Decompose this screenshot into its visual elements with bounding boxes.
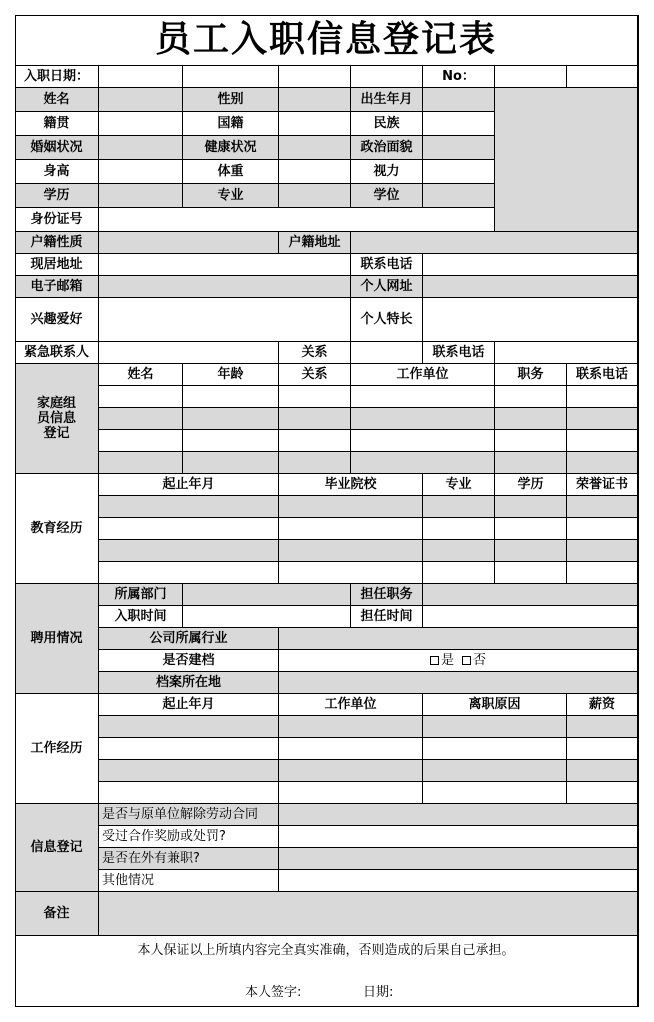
- education-row-cell[interactable]: [567, 562, 638, 584]
- family-row-cell[interactable]: [279, 452, 351, 474]
- nationality-field[interactable]: [279, 112, 351, 136]
- archived-no-option[interactable]: [462, 653, 486, 668]
- education-row-cell[interactable]: [495, 562, 567, 584]
- education-row-cell[interactable]: [279, 518, 423, 540]
- remarks-label: 备注: [15, 892, 99, 936]
- registration-form: [15, 15, 638, 1007]
- industry-field[interactable]: [279, 628, 638, 650]
- work-row-cell[interactable]: [99, 716, 279, 738]
- info-q4-label: 其他情况: [99, 870, 279, 892]
- archived-options: [279, 650, 638, 672]
- hobbies-label: 兴趣爱好: [15, 298, 99, 342]
- entry-time-label: 入职时间: [99, 606, 183, 628]
- gender-field[interactable]: [279, 88, 351, 112]
- ethnicity-label: 民族: [351, 112, 423, 136]
- work-row-cell[interactable]: [423, 782, 567, 804]
- department-label: 所属部门: [99, 584, 183, 606]
- family-row-cell[interactable]: [567, 430, 638, 452]
- edu-col-honors: 荣誉证书: [567, 474, 638, 496]
- height-label: 身高: [15, 160, 99, 184]
- family-row-cell[interactable]: [99, 452, 183, 474]
- weight-label: 体重: [183, 160, 279, 184]
- family-row-cell[interactable]: [183, 430, 279, 452]
- family-row-cell[interactable]: [495, 430, 567, 452]
- marital-field[interactable]: [99, 136, 183, 160]
- position-label: 担任职务: [351, 584, 423, 606]
- statement: 本人保证以上所填内容完全真实准确，否则造成的后果自己承担。: [15, 936, 638, 964]
- native-place-label: 籍贯: [15, 112, 99, 136]
- work-section-label: 工作经历: [15, 694, 99, 804]
- education-row-cell[interactable]: [99, 496, 279, 518]
- household-type-field[interactable]: [99, 232, 279, 254]
- family-row-cell[interactable]: [279, 408, 351, 430]
- work-col-reason: 离职原因: [423, 694, 567, 716]
- work-col-period: 起止年月: [99, 694, 279, 716]
- work-row-cell[interactable]: [423, 760, 567, 782]
- employment-section-label: 聘用情况: [15, 584, 99, 694]
- political-field[interactable]: [423, 136, 495, 160]
- family-row-cell[interactable]: [183, 408, 279, 430]
- family-col-age: 年龄: [183, 364, 279, 386]
- work-row-cell[interactable]: [567, 760, 638, 782]
- specialty-field[interactable]: [423, 298, 638, 342]
- family-row-cell[interactable]: [495, 452, 567, 474]
- family-row-cell[interactable]: [99, 386, 183, 408]
- entry-date-field[interactable]: [99, 66, 183, 88]
- education-row-cell[interactable]: [99, 518, 279, 540]
- work-row-cell[interactable]: [423, 738, 567, 760]
- education-label: 学历: [15, 184, 99, 208]
- signature-label: 本人签字:: [245, 985, 302, 1000]
- education-row-cell[interactable]: [567, 518, 638, 540]
- entry-date-label: 入职日期：: [15, 66, 99, 88]
- info-q3-field[interactable]: [279, 848, 638, 870]
- edu-col-degree: 学历: [495, 474, 567, 496]
- edu-col-school: 毕业院校: [279, 474, 423, 496]
- hobbies-field[interactable]: [99, 298, 351, 342]
- birth-field[interactable]: [423, 88, 495, 112]
- position-time-field[interactable]: [423, 606, 638, 628]
- vision-field[interactable]: [423, 160, 495, 184]
- no-label: No：: [423, 66, 495, 88]
- website-field[interactable]: [423, 276, 638, 298]
- position-time-label: 担任时间: [351, 606, 423, 628]
- archive-location-field[interactable]: [279, 672, 638, 694]
- work-row-cell[interactable]: [279, 782, 423, 804]
- work-row-cell[interactable]: [99, 760, 279, 782]
- family-row-cell[interactable]: [183, 452, 279, 474]
- family-row-cell[interactable]: [351, 430, 495, 452]
- family-row-cell[interactable]: [99, 430, 183, 452]
- work-row-cell[interactable]: [279, 760, 423, 782]
- education-row-cell[interactable]: [423, 518, 495, 540]
- education-field[interactable]: [99, 184, 183, 208]
- family-col-phone: 联系电话: [567, 364, 638, 386]
- department-field[interactable]: [183, 584, 351, 606]
- gender-label: 性别: [183, 88, 279, 112]
- education-row-cell[interactable]: [423, 496, 495, 518]
- work-row-cell[interactable]: [423, 716, 567, 738]
- checkbox-icon[interactable]: [430, 656, 439, 665]
- degree-field[interactable]: [423, 184, 495, 208]
- info-q4-field[interactable]: [279, 870, 638, 892]
- family-section-label: [15, 364, 99, 474]
- work-row-cell[interactable]: [567, 716, 638, 738]
- family-section-text: 家庭组员信息登记: [36, 396, 76, 441]
- education-row-cell[interactable]: [495, 540, 567, 562]
- family-col-relation: 关系: [279, 364, 351, 386]
- family-row-cell[interactable]: [351, 386, 495, 408]
- info-q1-field[interactable]: [279, 804, 638, 826]
- education-row-cell[interactable]: [495, 518, 567, 540]
- household-address-label: 户籍地址: [279, 232, 351, 254]
- native-place-field[interactable]: [99, 112, 183, 136]
- nationality-label: 国籍: [183, 112, 279, 136]
- date-label: 日期:: [363, 985, 394, 1000]
- emergency-phone-label: 联系电话: [423, 342, 495, 364]
- family-col-name: 姓名: [99, 364, 183, 386]
- family-row-cell[interactable]: [495, 408, 567, 430]
- health-field[interactable]: [279, 136, 351, 160]
- work-row-cell[interactable]: [279, 738, 423, 760]
- info-q2-field[interactable]: [279, 826, 638, 848]
- education-row-cell[interactable]: [567, 496, 638, 518]
- work-row-cell[interactable]: [279, 716, 423, 738]
- family-row-cell[interactable]: [567, 452, 638, 474]
- education-row-cell[interactable]: [99, 540, 279, 562]
- work-row-cell[interactable]: [99, 782, 279, 804]
- family-row-cell[interactable]: [351, 408, 495, 430]
- edu-col-major: 专业: [423, 474, 495, 496]
- id-card-field[interactable]: [99, 208, 495, 232]
- relation-field[interactable]: [351, 342, 423, 364]
- entry-date-field-2[interactable]: [183, 66, 279, 88]
- family-row-cell[interactable]: [99, 408, 183, 430]
- education-row-cell[interactable]: [495, 496, 567, 518]
- birth-label: 出生年月: [351, 88, 423, 112]
- info-q2-label: 受过合作奖励或处罚?: [99, 826, 279, 848]
- phone-label: 联系电话: [351, 254, 423, 276]
- family-row-cell[interactable]: [183, 386, 279, 408]
- emergency-phone-field[interactable]: [495, 342, 638, 364]
- name-field[interactable]: [99, 88, 183, 112]
- family-row-cell[interactable]: [495, 386, 567, 408]
- info-q3-label: 是否在外有兼职?: [99, 848, 279, 870]
- family-row-cell[interactable]: [567, 408, 638, 430]
- position-field[interactable]: [423, 584, 638, 606]
- archive-location-label: 档案所在地: [99, 672, 279, 694]
- work-col-salary: 薪资: [567, 694, 638, 716]
- name-label: 姓名: [15, 88, 99, 112]
- marital-label: 婚姻状况: [15, 136, 99, 160]
- education-section-label: 教育经历: [15, 474, 99, 584]
- archived-yes-option[interactable]: [430, 653, 454, 668]
- entry-time-field[interactable]: [183, 606, 351, 628]
- form-title: 员工入职信息登记表: [15, 15, 638, 66]
- info-q1-label: 是否与原单位解除劳动合同: [99, 804, 279, 826]
- height-field[interactable]: [99, 160, 183, 184]
- household-address-field[interactable]: [351, 232, 638, 254]
- no-field-2[interactable]: [567, 66, 638, 88]
- education-row-cell[interactable]: [99, 562, 279, 584]
- health-label: 健康状况: [183, 136, 279, 160]
- work-row-cell[interactable]: [567, 782, 638, 804]
- family-col-employer: 工作单位: [351, 364, 495, 386]
- family-row-cell[interactable]: [351, 452, 495, 474]
- education-row-cell[interactable]: [423, 540, 495, 562]
- id-card-label: 身份证号: [15, 208, 99, 232]
- education-row-cell[interactable]: [423, 562, 495, 584]
- household-type-label: 户籍性质: [15, 232, 99, 254]
- family-row-cell[interactable]: [279, 430, 351, 452]
- entry-date-field-3[interactable]: [279, 66, 351, 88]
- political-label: 政治面貌: [351, 136, 423, 160]
- industry-label: 公司所属行业: [99, 628, 279, 650]
- major-field[interactable]: [279, 184, 351, 208]
- emergency-contact-label: 紧急联系人: [15, 342, 99, 364]
- email-label: 电子邮箱: [15, 276, 99, 298]
- relation-label: 关系: [279, 342, 351, 364]
- family-col-position: 职务: [495, 364, 567, 386]
- checkbox-icon[interactable]: [462, 656, 471, 665]
- email-field[interactable]: [99, 276, 351, 298]
- archived-yes-label: 是: [440, 653, 454, 668]
- major-label: 专业: [183, 184, 279, 208]
- no-field[interactable]: [495, 66, 567, 88]
- archived-label: 是否建档: [99, 650, 279, 672]
- work-col-employer: 工作单位: [279, 694, 423, 716]
- remarks-field[interactable]: [99, 892, 638, 936]
- emergency-contact-field[interactable]: [99, 342, 279, 364]
- archived-no-label: 否: [473, 653, 487, 668]
- info-section-label: 信息登记: [15, 804, 99, 892]
- current-address-field[interactable]: [99, 254, 351, 276]
- family-row-cell[interactable]: [567, 386, 638, 408]
- work-row-cell[interactable]: [567, 738, 638, 760]
- family-row-cell[interactable]: [279, 386, 351, 408]
- education-row-cell[interactable]: [279, 540, 423, 562]
- degree-label: 学位: [351, 184, 423, 208]
- education-row-cell[interactable]: [279, 562, 423, 584]
- education-row-cell[interactable]: [567, 540, 638, 562]
- entry-date-field-4[interactable]: [351, 66, 423, 88]
- work-row-cell[interactable]: [99, 738, 279, 760]
- education-row-cell[interactable]: [279, 496, 423, 518]
- vision-label: 视力: [351, 160, 423, 184]
- current-address-label: 现居地址: [15, 254, 99, 276]
- weight-field[interactable]: [279, 160, 351, 184]
- specialty-label: 个人特长: [351, 298, 423, 342]
- ethnicity-field[interactable]: [423, 112, 495, 136]
- signature-row: [15, 964, 638, 1007]
- website-label: 个人网址: [351, 276, 423, 298]
- phone-field[interactable]: [423, 254, 638, 276]
- edu-col-period: 起止年月: [99, 474, 279, 496]
- photo-area[interactable]: [495, 88, 638, 232]
